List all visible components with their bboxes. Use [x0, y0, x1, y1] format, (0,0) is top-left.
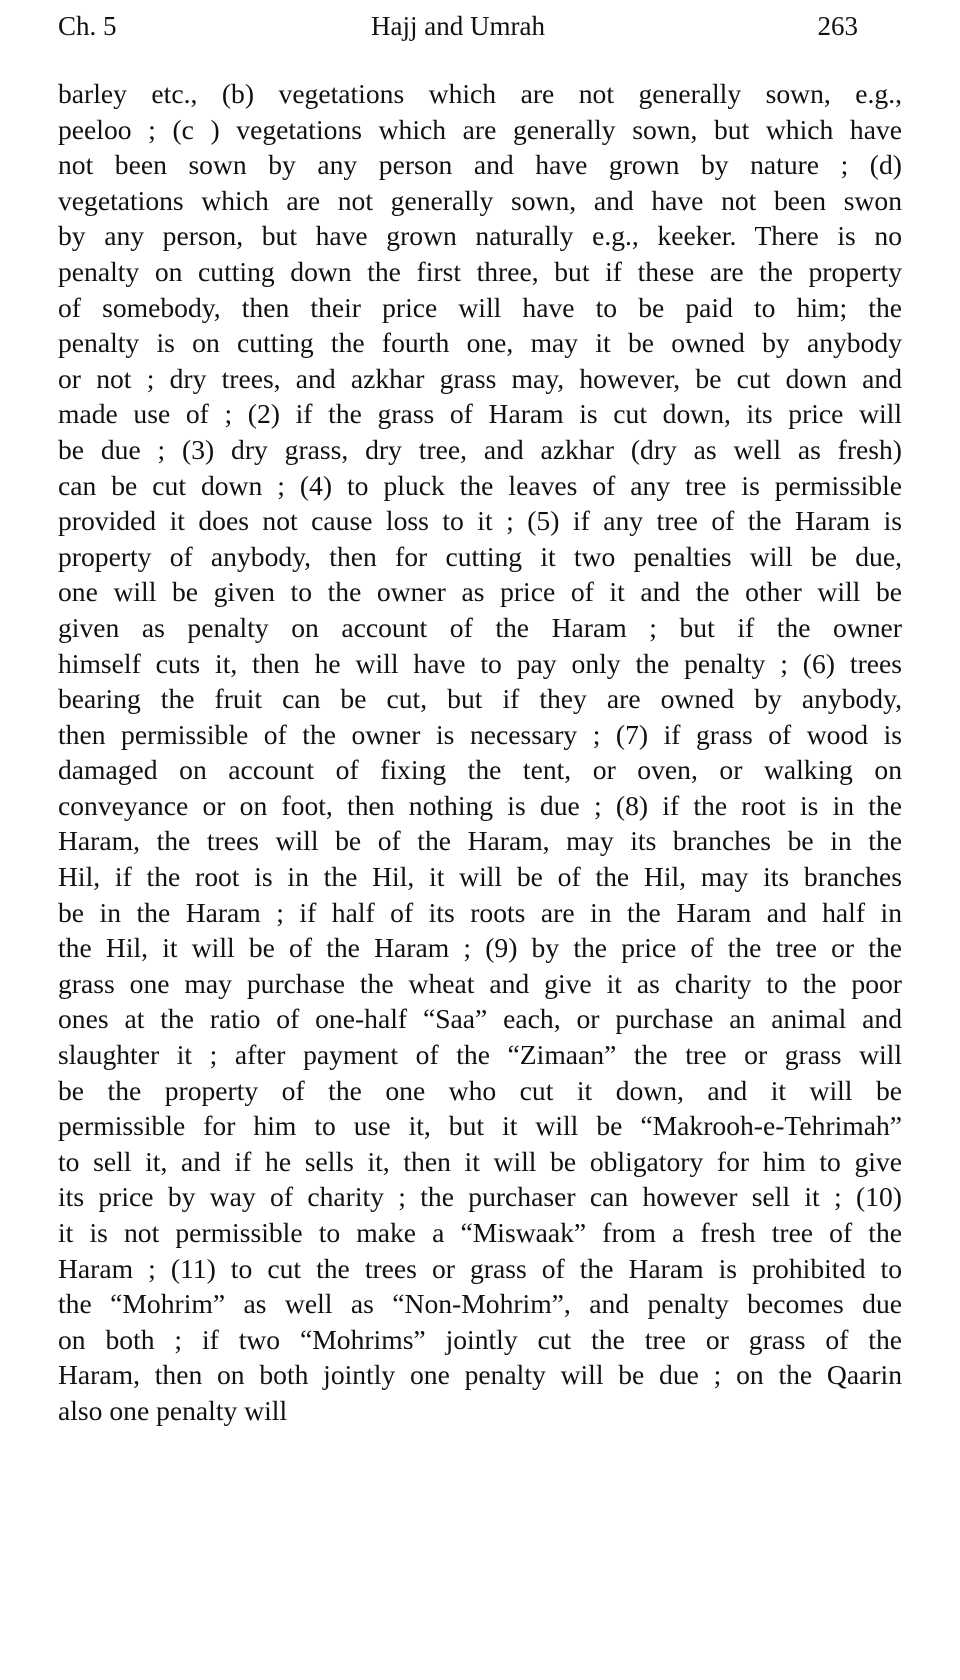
text-line: or not ; dry trees, and azkhar grass may, however, be cut down and	[58, 362, 902, 394]
text-line: grass one may purchase the wheat and give it as charity to the poor	[58, 967, 902, 999]
text-line: not been sown by any person and have grown by nature ; (d)	[58, 149, 902, 181]
page-number: 263	[817, 11, 858, 41]
text-line: also one penalty will	[58, 1394, 288, 1426]
body-text	[58, 76, 902, 1429]
text-line: conveyance or on foot, then nothing is due ; (8) if the root is in the	[58, 789, 902, 821]
text-line: Haram ; (11) to cut the trees or grass of the Haram is prohibited to	[58, 1252, 902, 1284]
text-line: property of anybody, then for cutting it two penalties will be due,	[58, 540, 902, 572]
text-line: Haram, then on both jointly one penalty will be due ; on the Qaarin	[58, 1359, 902, 1391]
text-line: Hil, if the root is in the Hil, it will be of the Hil, may its branches	[58, 861, 902, 893]
text-line: the Hil, it will be of the Haram ; (9) by the price of the tree or the	[58, 932, 902, 964]
text-line: penalty is on cutting the fourth one, may it be owned by anybody	[58, 327, 902, 359]
text-line: of somebody, then their price will have to be paid to him; the	[58, 291, 902, 323]
text-line: vegetations which are not generally sown, and have not been swon	[58, 184, 902, 216]
text-line: to sell it, and if he sells it, then it will be obligatory for him to give	[58, 1145, 902, 1177]
text-line: be the property of the one who cut it down, and it will be	[58, 1074, 902, 1106]
text-line: the “Mohrim” as well as “Non-Mohrim”, and penalty becomes due	[58, 1288, 902, 1320]
text-line: barley etc., (b) vegetations which are not generally sown, e.g.,	[58, 78, 902, 109]
text-line: ones at the ratio of one-half “Saa” each, or purchase an animal and	[58, 1003, 902, 1035]
text-line: given as penalty on account of the Haram ; but if the owner	[58, 611, 902, 643]
text-line: penalty on cutting down the first three, but if these are the property	[58, 255, 902, 287]
text-line: peeloo ; (c ) vegetations which are generally sown, but which have	[58, 113, 902, 145]
running-title: Hajj and Umrah	[371, 11, 545, 41]
text-line: slaughter it ; after payment of the “Zimaan” the tree or grass will	[58, 1039, 902, 1071]
text-line: can be cut down ; (4) to pluck the leaves of any tree is permissible	[58, 469, 902, 501]
text-line: be in the Haram ; if half of its roots are in the Haram and half in	[58, 896, 902, 928]
text-line: Haram, the trees will be of the Haram, may its branches be in the	[58, 825, 902, 857]
text-line: on both ; if two “Mohrims” jointly cut the tree or grass of the	[58, 1323, 902, 1355]
text-line: one will be given to the owner as price of it and the other will be	[58, 576, 902, 608]
chapter-label: Ch. 5	[58, 11, 117, 41]
text-line: permissible for him to use it, but it will be “Makrooh-e-Tehrimah”	[58, 1110, 902, 1142]
text-line: by any person, but have grown naturally e.g., keeker. There is no	[58, 220, 902, 252]
text-line: bearing the fruit can be cut, but if they are owned by anybody,	[58, 683, 902, 715]
text-line: it is not permissible to make a “Miswaak” from a fresh tree of the	[58, 1217, 902, 1248]
text-line: its price by way of charity ; the purchaser can however sell it ; (10)	[58, 1181, 902, 1213]
text-line: himself cuts it, then he will have to pay only the penalty ; (6) trees	[58, 647, 902, 679]
text-line: made use of ; (2) if the grass of Haram is cut down, its price will	[58, 398, 902, 430]
page-header	[58, 6, 858, 46]
text-line: be due ; (3) dry grass, dry tree, and azkhar (dry as well as fresh)	[58, 433, 902, 465]
text-line: then permissible of the owner is necessary ; (7) if grass of wood is	[58, 718, 902, 750]
text-line: provided it does not cause loss to it ; (5) if any tree of the Haram is	[58, 505, 902, 537]
text-line: damaged on account of fixing the tent, or oven, or walking on	[58, 754, 902, 786]
